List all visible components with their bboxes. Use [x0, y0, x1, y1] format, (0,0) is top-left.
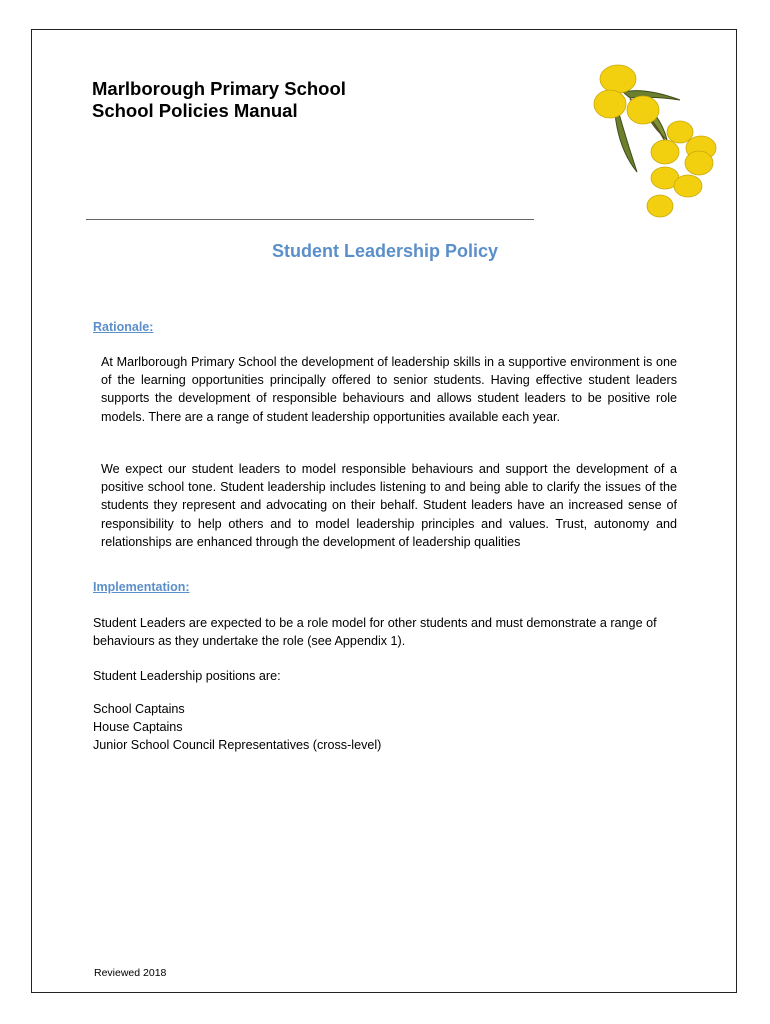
- rationale-heading: Rationale:: [93, 320, 154, 334]
- document-header: [92, 78, 346, 122]
- policy-title: Student Leadership Policy: [271, 241, 499, 261]
- positions-list: [93, 701, 381, 754]
- rationale-paragraph-1: At Marlborough Primary School the development of leadership skills in a supportive environment is one of the learning opportunities principally offered to senior students. Having effective student leaders supports the development of responsible behaviours and allows student leaders to be positive role models. There are a range of student leadership opportunities available each year.: [101, 355, 677, 424]
- implementation-heading: Implementation:: [93, 580, 190, 594]
- rationale-paragraph-2: We expect our student leaders to model responsible behaviours and support the development of a positive school tone. Student leadership includes listening to and being able to clarify the issues of the students they represent and advocating on their behalf. Student leaders have an increased sense of responsibility to help others and to model leadership principles and values. Trust, autonomy and relationships are enhanced through the development of leadership qualities: [101, 462, 677, 549]
- positions-label: Student Leadership positions are:: [93, 669, 281, 683]
- school-name: Marlborough Primary School: [92, 78, 346, 99]
- implementation-intro: Student Leaders are expected to be a role model for other students and must demonstrate a range of behaviours as they undertake the role (see Appendix 1).: [93, 616, 657, 649]
- manual-title: School Policies Manual: [92, 100, 298, 121]
- list-item: School Captains: [93, 702, 185, 716]
- header-divider: [86, 219, 534, 220]
- list-item: House Captains: [93, 719, 183, 734]
- wattle-logo-icon: [585, 62, 725, 222]
- reviewed-date: Reviewed 2018: [94, 967, 167, 979]
- list-item: Junior School Council Representatives (cross-level): [93, 737, 382, 752]
